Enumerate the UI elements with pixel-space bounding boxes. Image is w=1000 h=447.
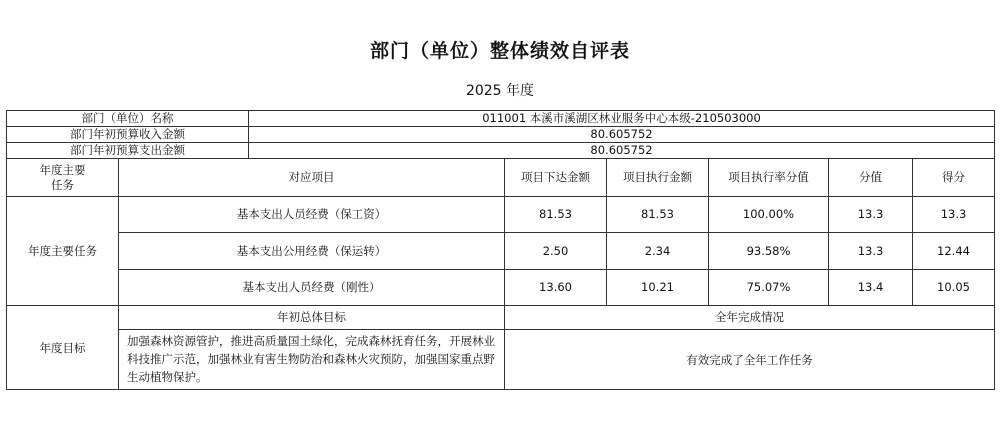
evaluation-table [6, 110, 995, 390]
tasks-section-label: 年度主要任务 [7, 197, 119, 306]
allocated-cell: 81.53 [505, 197, 607, 233]
score-cell: 13.3 [913, 197, 995, 233]
executed-cell: 81.53 [607, 197, 709, 233]
info-value: 80.605752 [249, 127, 995, 143]
year-label: 2025 年度 [465, 83, 535, 99]
score-value-cell: 13.3 [829, 197, 913, 233]
info-row-name [7, 111, 995, 127]
column-header: 项目执行率分值 [709, 159, 829, 197]
info-value: 80.605752 [249, 143, 995, 159]
info-value: 011001 本溪市溪湖区林业服务中心本级-210503000 [249, 111, 995, 127]
allocated-cell: 2.50 [505, 233, 607, 270]
column-header: 项目下达金额 [505, 159, 607, 197]
target-header: 年初总体目标 [119, 306, 505, 330]
score-value-cell: 13.4 [829, 270, 913, 306]
column-header: 得分 [913, 159, 995, 197]
info-row-expense [7, 143, 995, 159]
allocated-cell: 13.60 [505, 270, 607, 306]
rate-cell: 75.07% [709, 270, 829, 306]
executed-cell: 2.34 [607, 233, 709, 270]
score-cell: 12.44 [913, 233, 995, 270]
goals-content-row [7, 330, 995, 390]
rate-cell: 100.00% [709, 197, 829, 233]
executed-cell: 10.21 [607, 270, 709, 306]
table-row [7, 233, 995, 270]
completion-text: 有效完成了全年工作任务 [505, 330, 995, 390]
score-value-cell: 13.3 [829, 233, 913, 270]
table-row [7, 270, 995, 306]
item-cell: 基本支出人员经费（保工资） [119, 197, 505, 233]
score-cell: 10.05 [913, 270, 995, 306]
column-header: 项目执行金额 [607, 159, 709, 197]
page-title: 部门（单位）整体绩效自评表 [369, 40, 630, 62]
rate-cell: 93.58% [709, 233, 829, 270]
tasks-header-row [7, 159, 995, 197]
info-row-income [7, 127, 995, 143]
item-cell: 基本支出人员经费（刚性） [119, 270, 505, 306]
tasks-header-label: 年度主要 任务 [7, 159, 119, 197]
goals-header-row [7, 306, 995, 330]
goals-section-label: 年度目标 [7, 306, 119, 390]
info-label: 部门（单位）名称 [7, 111, 249, 127]
info-label: 部门年初预算支出金额 [7, 143, 249, 159]
item-cell: 基本支出公用经费（保运转） [119, 233, 505, 270]
completion-header: 全年完成情况 [505, 306, 995, 330]
info-label: 部门年初预算收入金额 [7, 127, 249, 143]
column-header: 对应项目 [119, 159, 505, 197]
table-row [7, 197, 995, 233]
target-text: 加强森林资源管护，推进高质量国土绿化，完成森林抚育任务，开展林业科技推广示范，加强林业有害生物防治和森林火灾预防，加强国家重点野生动植物保护。 [119, 330, 505, 390]
column-header: 分值 [829, 159, 913, 197]
